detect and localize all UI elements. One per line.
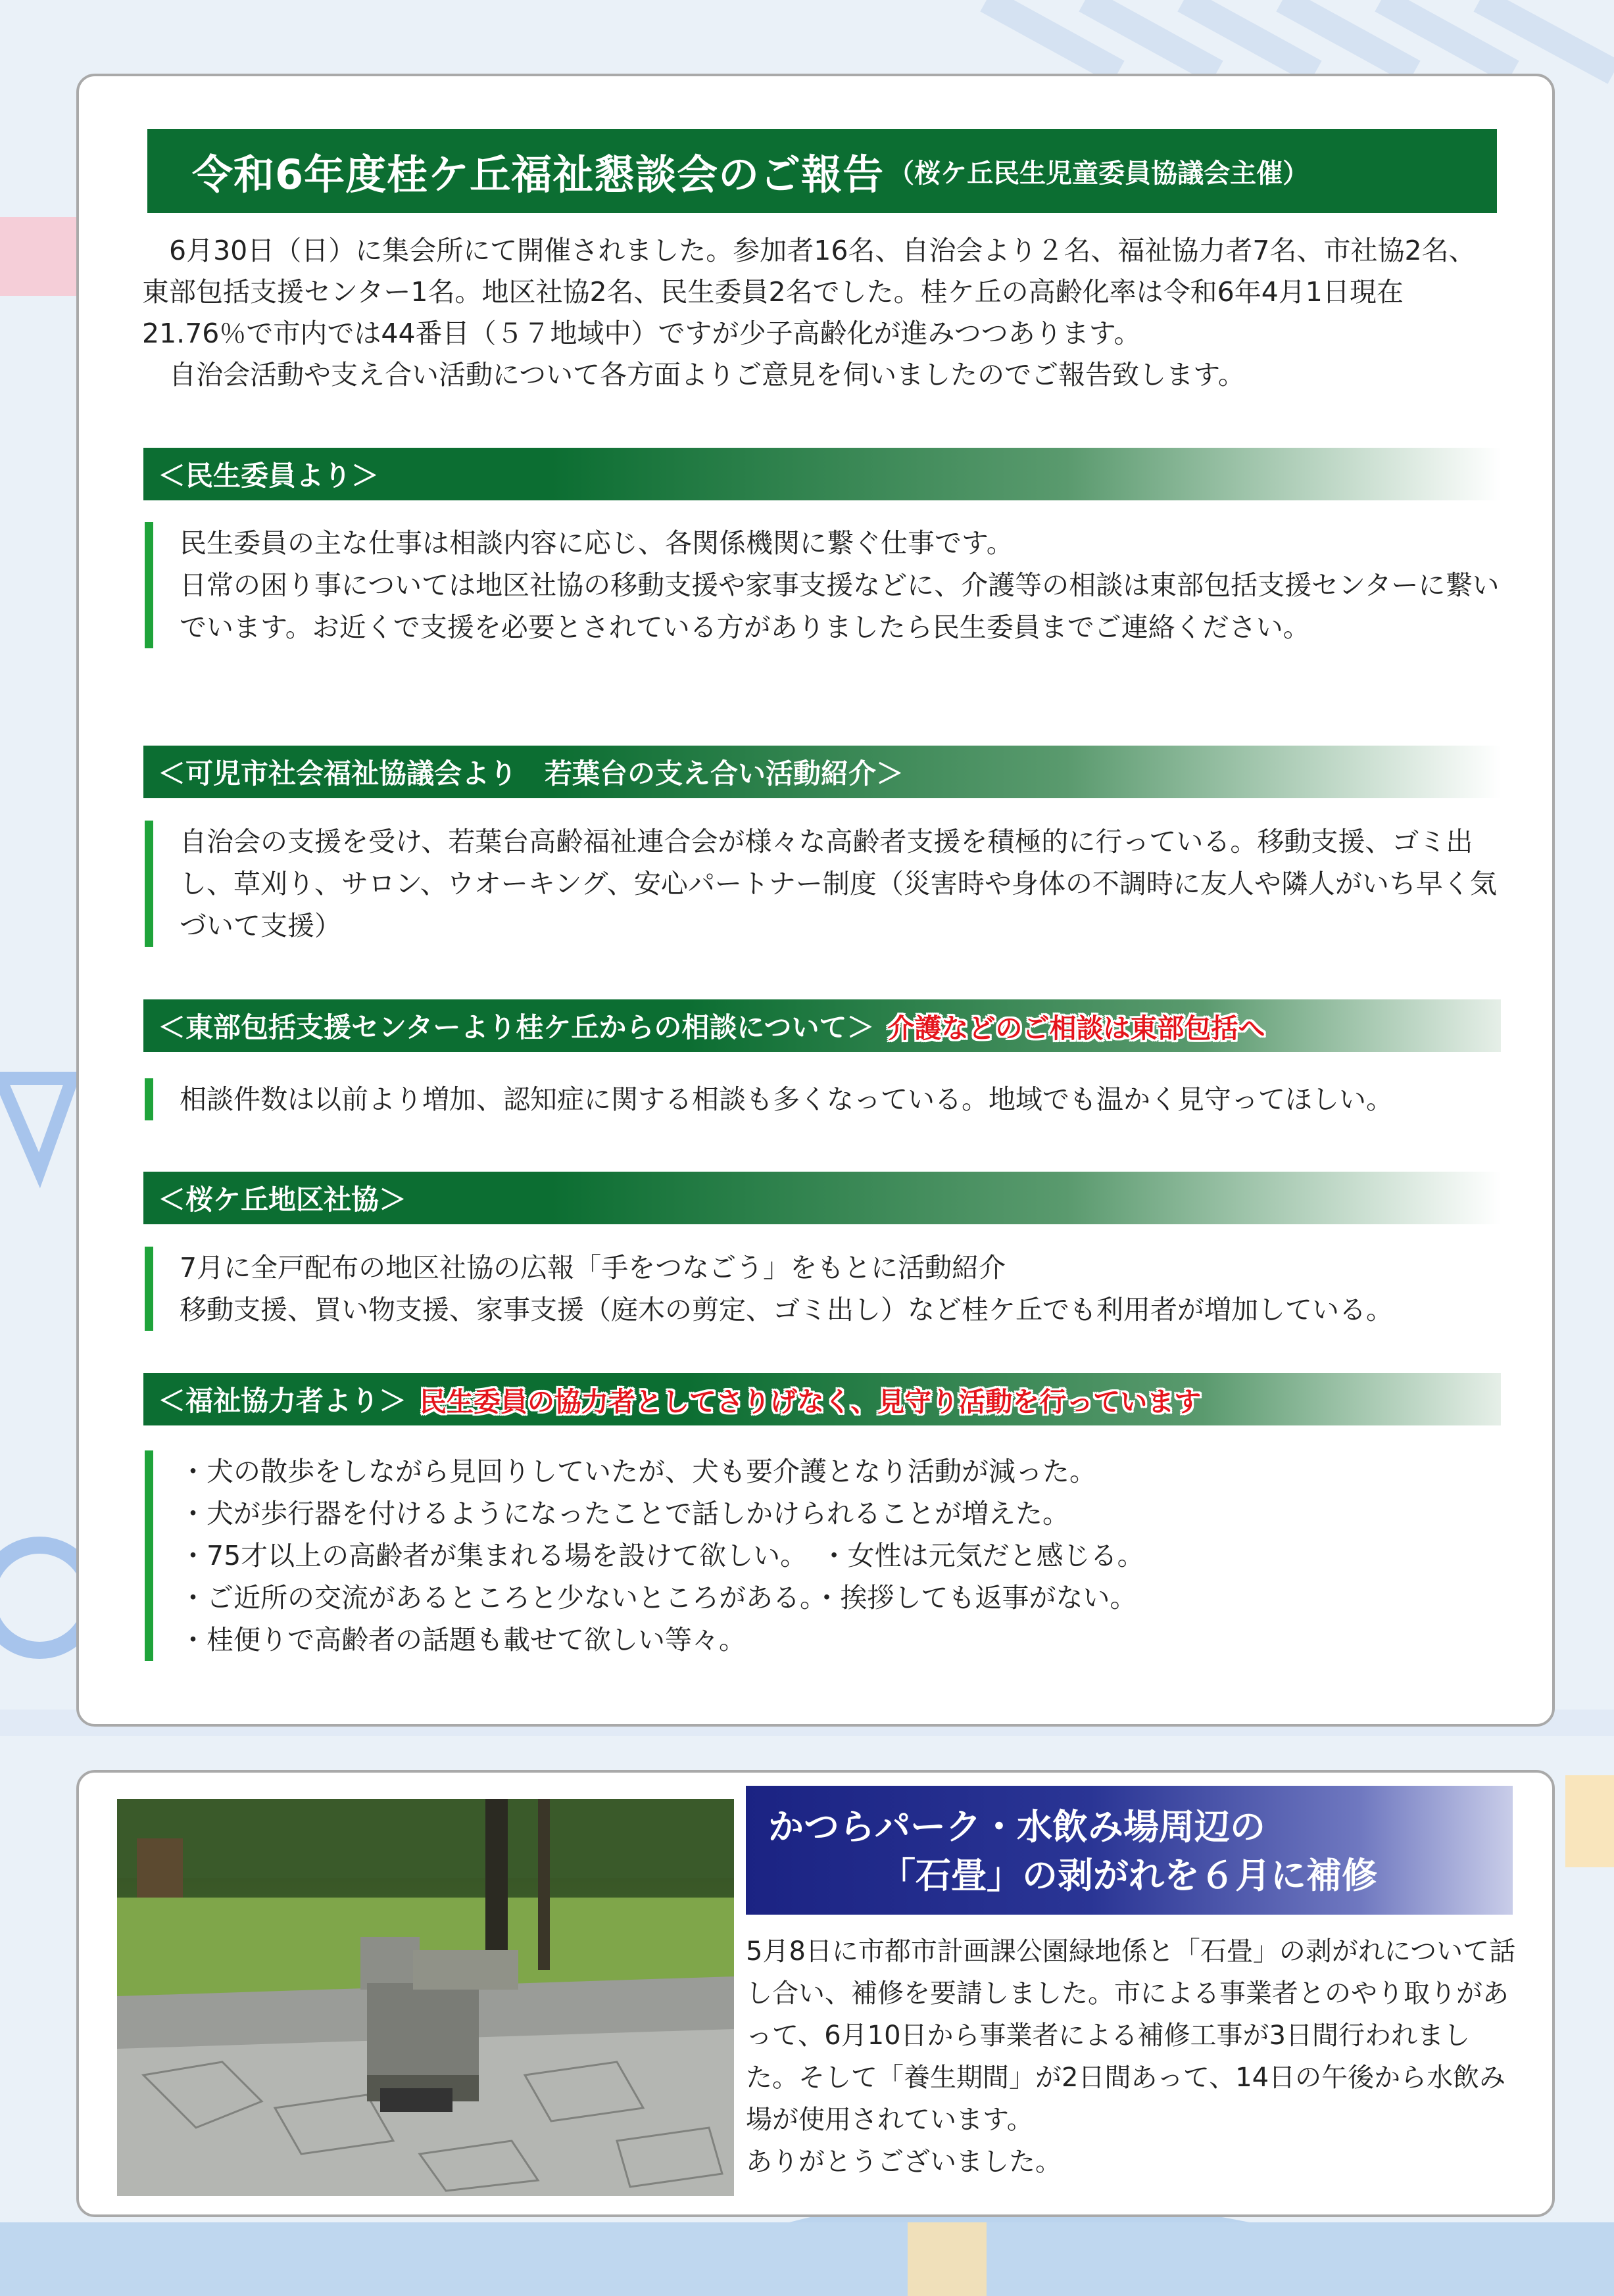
park-paragraph: 5月8日に市都市計画課公園緑地係と「石畳」の剥がれについて話し合い、補修を要請しました。市による事業者とのやり取りがあって、6月10日から事業者による補修工事が3日間行われました。そして「養生期間」が2日間あって、14日の午後から水飲み場が使用されています。 (746, 1936, 1516, 2135)
report-subtitle: （桜ケ丘民生児童委員協議会主催） (888, 158, 1309, 189)
section-heading-text: ＜福祉協力者より＞ (158, 1385, 407, 1417)
park-body (746, 1930, 1522, 2183)
section-highlight-note: 民生委員の協力者としてさりげなく、見守り活動を行っています (420, 1385, 1202, 1418)
section-line: 日常の困り事については地区社協の移動支援や家事支援などに、介護等の相談は東部包括支援センターに繋いでいます。お近くで支援を必要とされている方がありましたら民生委員までご連絡ください。 (180, 569, 1500, 643)
list-item: ・ご近所の交流があるところと少ないところがある。・挨拶しても返事がない。 (180, 1582, 1137, 1614)
section-heading-tobu (143, 999, 1501, 1052)
section-heading-text: ＜民生委員より＞ (158, 460, 379, 492)
section-heading-text: ＜桜ケ丘地区社協＞ (158, 1184, 407, 1216)
section-heading-shakyo (143, 746, 1501, 798)
section-body-tobu (145, 1078, 1513, 1120)
section-heading-text: ＜可児市社会福祉協議会より 若葉台の支え合い活動紹介＞ (158, 757, 904, 790)
section-line: 相談件数は以前より増加、認知症に関する相談も多くなっている。地域でも温かく見守ってほしい。 (180, 1084, 1393, 1115)
section-heading-text: ＜東部包括支援センターより桂ケ丘からの相談について＞ (158, 1011, 875, 1043)
report-intro (142, 230, 1497, 396)
section-heading-kyoryokusha (143, 1373, 1501, 1425)
section-body-chikushakyo (145, 1247, 1513, 1331)
section-body-kyoryokusha (145, 1450, 1513, 1661)
section-line: 自治会の支援を受け、若葉台高齢福祉連合会が様々な高齢者支援を積極的に行っている。移動支援、ゴミ出し、草刈り、サロン、ウオーキング、安心パートナー制度（災害時や身体の不調時に友人や隣人がいち早く気づいて支援） (180, 826, 1497, 942)
park-title-line2: 「石畳」の剥がれを６月に補修 (880, 1855, 1377, 1896)
list-item: ・犬の散歩をしながら見回りしていたが、犬も要介護となり活動が減った。 (180, 1456, 1096, 1487)
report-card (76, 74, 1555, 1727)
park-paragraph: ありがとうございました。 (746, 2147, 1062, 2177)
report-title: 令和6年度桂ケ丘福祉懇談会のご報告 (192, 150, 885, 199)
park-title-banner (746, 1786, 1513, 1915)
list-item: ・75才以上の高齢者が集まれる場を設けて欲しい。 ・女性は元気だと感じる。 (180, 1540, 1144, 1571)
park-title-line1: かつらパーク・水飲み場周辺の (768, 1806, 1265, 1848)
list-item: ・桂便りで高齢者の話題も載せて欲しい等々。 (180, 1624, 746, 1656)
intro-paragraph: 6月30日（日）に集会所にて開催されました。参加者16名、自治会より２名、福祉協力者7名、市社協2名、東部包括支援センター1名。地区社協2名、民生委員2名でした。桂ケ丘の高齢化率は令和6年4月1日現在21.76％で市内では44番目（５７地域中）ですが少子高齢化が進みつつあります。 (142, 235, 1476, 349)
section-body-minsei (145, 522, 1513, 648)
park-repair-card (76, 1770, 1555, 2217)
section-highlight-note: 介護などのご相談は東部包括へ (887, 1012, 1265, 1044)
section-line: 民生委員の主な仕事は相談内容に応じ、各関係機関に繋ぐ仕事です。 (180, 527, 1014, 559)
park-fountain-photo (117, 1799, 734, 2196)
intro-paragraph: 自治会活動や支え合い活動について各方面よりご意見を伺いましたのでご報告致します。 (169, 359, 1245, 391)
section-heading-chikushakyo (143, 1172, 1501, 1224)
section-line: 7月に全戸配布の地区社協の広報「手をつなごう」をもとに活動紹介 (180, 1252, 1006, 1283)
section-heading-minsei (143, 448, 1501, 500)
report-title-banner (147, 129, 1497, 213)
section-line: 移動支援、買い物支援、家事支援（庭木の剪定、ゴミ出し）など桂ケ丘でも利用者が増加している。 (180, 1294, 1393, 1326)
list-item: ・犬が歩行器を付けるようになったことで話しかけられることが増えた。 (180, 1498, 1069, 1529)
section-body-shakyo (145, 821, 1513, 947)
